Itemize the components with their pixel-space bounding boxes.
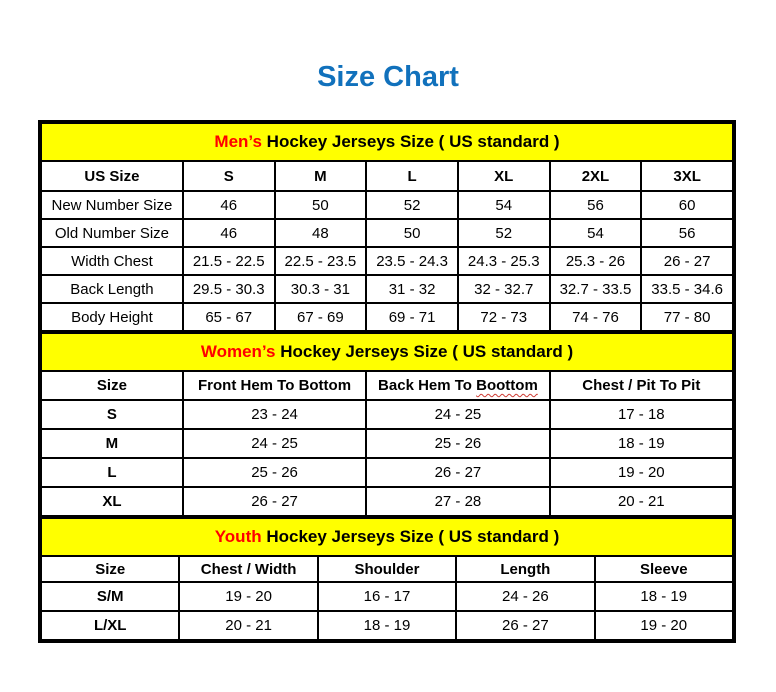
table-row — [41, 611, 733, 640]
table-cell: 50 — [275, 191, 367, 219]
table-cell: 60 — [641, 191, 733, 219]
table-cell: 20 - 21 — [550, 487, 733, 516]
size-chart-tables — [38, 120, 736, 643]
youth-column-header-row — [41, 556, 733, 582]
table-cell: 26 - 27 — [366, 458, 549, 487]
table-cell: 33.5 - 34.6 — [641, 275, 733, 303]
row-label: Body Height — [41, 303, 183, 331]
table-cell: 72 - 73 — [458, 303, 550, 331]
mens-section-title: Hockey Jerseys Size ( US standard ) — [261, 132, 560, 151]
column-header-s: S — [183, 161, 275, 191]
table-row — [41, 303, 733, 331]
table-cell: 67 - 69 — [275, 303, 367, 331]
back-hem-label-prefix: Back Hem To — [378, 377, 477, 394]
table-cell: 65 - 67 — [183, 303, 275, 331]
column-header-length: Length — [456, 556, 594, 582]
table-row — [41, 400, 733, 429]
column-header-front-hem: Front Hem To Bottom — [183, 371, 366, 400]
table-cell: 30.3 - 31 — [275, 275, 367, 303]
row-label: XL — [41, 487, 183, 516]
womens-section-title-accent: Women’s — [200, 342, 276, 361]
column-header-back-hem — [366, 371, 549, 400]
table-cell: 48 — [275, 219, 367, 247]
table-cell: 16 - 17 — [318, 582, 456, 611]
table-row — [41, 458, 733, 487]
row-label: M — [41, 429, 183, 458]
womens-section-title: Hockey Jerseys Size ( US standard ) — [275, 342, 574, 361]
table-cell: 32.7 - 33.5 — [550, 275, 642, 303]
table-cell: 52 — [458, 219, 550, 247]
table-row — [41, 487, 733, 516]
table-cell: 25 - 26 — [366, 429, 549, 458]
table-cell: 19 - 20 — [550, 458, 733, 487]
table-row — [41, 191, 733, 219]
table-cell: 19 - 20 — [595, 611, 733, 640]
table-cell: 18 - 19 — [595, 582, 733, 611]
column-header-us-size: US Size — [41, 161, 183, 191]
table-cell: 50 — [366, 219, 458, 247]
column-header-sleeve: Sleeve — [595, 556, 733, 582]
womens-size-table — [40, 332, 734, 517]
mens-section-header-row — [41, 123, 733, 161]
table-cell: 29.5 - 30.3 — [183, 275, 275, 303]
table-cell: 23.5 - 24.3 — [366, 247, 458, 275]
table-cell: 56 — [641, 219, 733, 247]
table-cell: 25 - 26 — [183, 458, 366, 487]
womens-column-header-row — [41, 371, 733, 400]
table-cell: 24 - 26 — [456, 582, 594, 611]
table-cell: 26 - 27 — [456, 611, 594, 640]
row-label: S/M — [41, 582, 179, 611]
column-header-chest-width: Chest / Width — [179, 556, 317, 582]
table-cell: 24.3 - 25.3 — [458, 247, 550, 275]
womens-section-header — [41, 333, 733, 371]
column-header-m: M — [275, 161, 367, 191]
table-cell: 46 — [183, 191, 275, 219]
table-cell: 23 - 24 — [183, 400, 366, 429]
table-cell: 31 - 32 — [366, 275, 458, 303]
table-cell: 52 — [366, 191, 458, 219]
table-cell: 22.5 - 23.5 — [275, 247, 367, 275]
row-label: New Number Size — [41, 191, 183, 219]
table-cell: 26 - 27 — [641, 247, 733, 275]
column-header-l: L — [366, 161, 458, 191]
table-row — [41, 275, 733, 303]
table-cell: 27 - 28 — [366, 487, 549, 516]
table-cell: 17 - 18 — [550, 400, 733, 429]
youth-section-title-accent: Youth — [214, 527, 262, 546]
row-label: L — [41, 458, 183, 487]
column-header-size: Size — [41, 371, 183, 400]
table-cell: 56 — [550, 191, 642, 219]
table-cell: 69 - 71 — [366, 303, 458, 331]
table-cell: 18 - 19 — [550, 429, 733, 458]
table-cell: 21.5 - 22.5 — [183, 247, 275, 275]
column-header-3xl: 3XL — [641, 161, 733, 191]
womens-section-header-row — [41, 333, 733, 371]
row-label: Width Chest — [41, 247, 183, 275]
youth-section-header — [41, 518, 733, 556]
mens-size-table — [40, 122, 734, 332]
row-label: Old Number Size — [41, 219, 183, 247]
column-header-chest-pit: Chest / Pit To Pit — [550, 371, 733, 400]
table-cell: 24 - 25 — [366, 400, 549, 429]
table-cell: 24 - 25 — [183, 429, 366, 458]
table-cell: 54 — [458, 191, 550, 219]
page-title: Size Chart — [317, 61, 459, 93]
back-hem-label-typo: Boottom — [476, 377, 538, 394]
column-header-xl: XL — [458, 161, 550, 191]
table-cell: 77 - 80 — [641, 303, 733, 331]
table-cell: 20 - 21 — [179, 611, 317, 640]
table-cell: 54 — [550, 219, 642, 247]
table-row — [41, 247, 733, 275]
row-label: S — [41, 400, 183, 429]
table-row — [41, 429, 733, 458]
table-row — [41, 582, 733, 611]
column-header-size: Size — [41, 556, 179, 582]
table-cell: 26 - 27 — [183, 487, 366, 516]
table-row — [41, 219, 733, 247]
table-cell: 19 - 20 — [179, 582, 317, 611]
table-cell: 32 - 32.7 — [458, 275, 550, 303]
column-header-2xl: 2XL — [550, 161, 642, 191]
youth-section-title: Hockey Jerseys Size ( US standard ) — [261, 527, 560, 546]
mens-section-title-accent: Men’s — [214, 132, 262, 151]
youth-section-header-row — [41, 518, 733, 556]
table-cell: 18 - 19 — [318, 611, 456, 640]
mens-column-header-row — [41, 161, 733, 191]
table-cell: 46 — [183, 219, 275, 247]
table-cell: 74 - 76 — [550, 303, 642, 331]
table-cell: 25.3 - 26 — [550, 247, 642, 275]
youth-size-table — [40, 517, 734, 641]
column-header-shoulder: Shoulder — [318, 556, 456, 582]
row-label: Back Length — [41, 275, 183, 303]
mens-section-header — [41, 123, 733, 161]
row-label: L/XL — [41, 611, 179, 640]
